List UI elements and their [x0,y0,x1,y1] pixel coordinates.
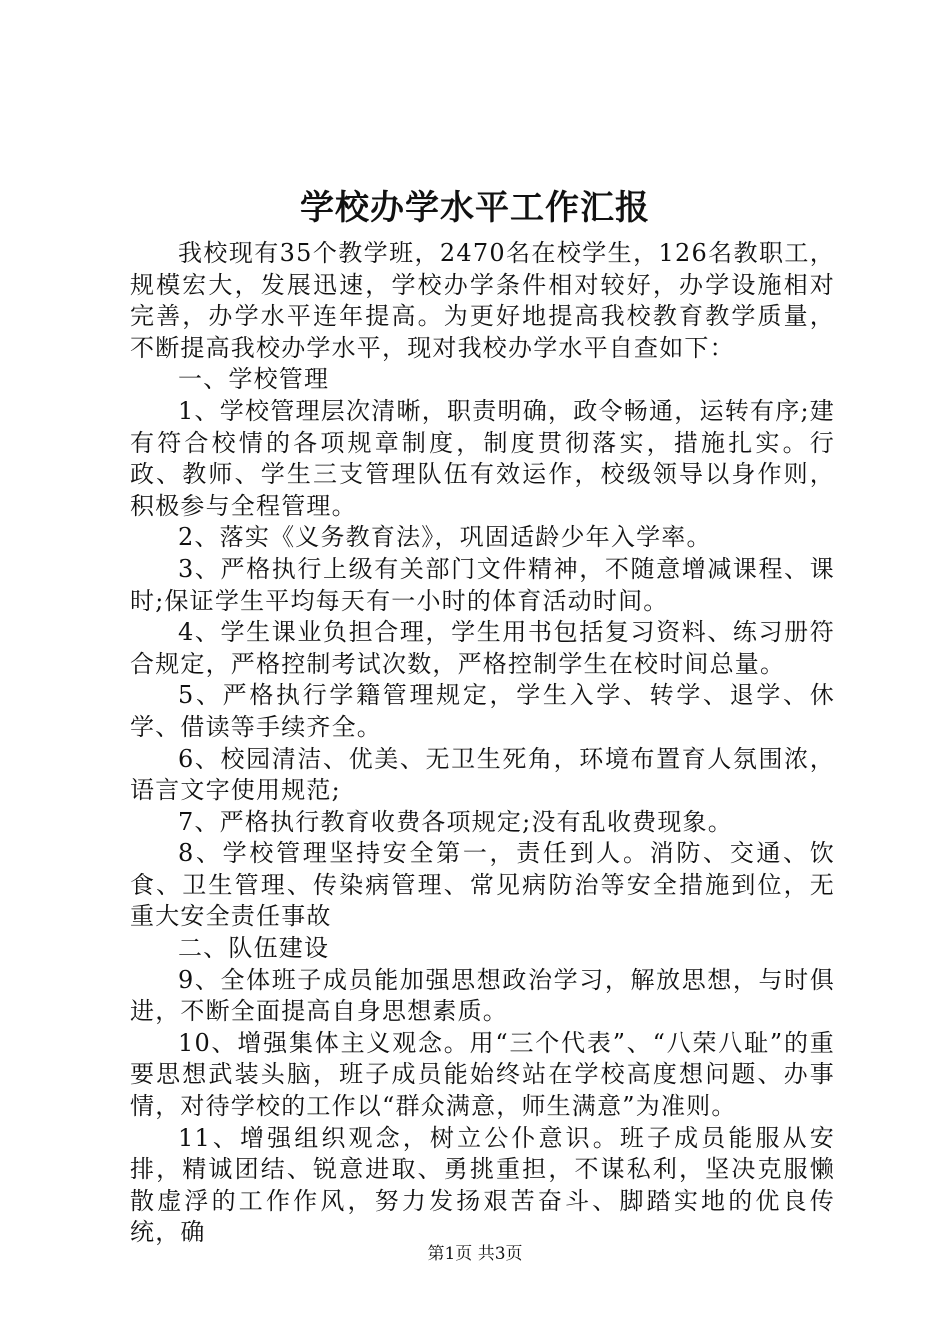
paragraph-item-4: 4、学生课业负担合理，学生用书包括复习资料、练习册符合规定，严格控制考试次数，严格控制学生在校时间总量。 [130,618,835,678]
document-title: 学校办学水平工作汇报 [300,188,650,228]
page-footer: 第1页 共3页 [427,1244,523,1264]
paragraph-item-1: 1、学校管理层次清晰，职责明确，政令畅通，运转有序;建有符合校情的各项规章制度，制度贯彻落实，措施扎实。行政、教师、学生三支管理队伍有效运作，校级领导以身作则，积极参与全程管理。 [130,396,835,520]
paragraph-item-9: 9、全体班子成员能加强思想政治学习，解放思想，与时俱进，不断全面提高自身思想素质。 [130,965,835,1026]
paragraph-item-10: 10、增强集体主义观念。用“三个代表”、“八荣八耻”的重要思想武装头脑，班子成员能始终站在学校高度想问题、办事情，对待学校的工作以“群众满意，师生满意”为准则。 [130,1028,835,1121]
paragraph-item-7: 7、严格执行教育收费各项规定;没有乱收费现象。 [178,807,733,836]
section-heading-management: 一、学校管理 [178,365,330,394]
paragraph-item-3: 3、严格执行上级有关部门文件精神，不随意增减课程、课时;保证学生平均每天有一小时的体育活动时间。 [130,554,835,615]
paragraph-intro: 我校现有35个教学班，2470名在校学生，126名教职工，规模宏大，发展迅速，学校办学条件相对较好，办学设施相对完善，办学水平连年提高。为更好地提高我校教育教学质量，不断提高我校办学水平，现对我校办学水平自查如下： [130,239,835,362]
paragraph-item-5: 5、严格执行学籍管理规定，学生入学、转学、退学、休学、借读等手续齐全。 [130,681,835,741]
paragraph-item-6: 6、校园清洁、优美、无卫生死角，环境布置育人氛围浓，语言文字使用规范; [130,744,835,805]
paragraph-item-11: 11、增强组织观念，树立公仆意识。班子成员能服从安排，精诚团结、锐意进取、勇挑重担，不谋私利，坚决克服懒散虚浮的工作作风，努力发扬艰苦奋斗、脚踏实地的优良传统，确 [130,1123,835,1247]
paragraph-item-2: 2、落实《义务教育法》，巩固适龄少年入学率。 [178,523,712,552]
section-heading-team: 二、队伍建设 [178,934,330,963]
document-body [130,238,835,1249]
paragraph-item-8: 8、学校管理坚持安全第一，责任到人。消防、交通、饮食、卫生管理、传染病管理、常见病防治等安全措施到位，无重大安全责任事故 [130,839,835,931]
